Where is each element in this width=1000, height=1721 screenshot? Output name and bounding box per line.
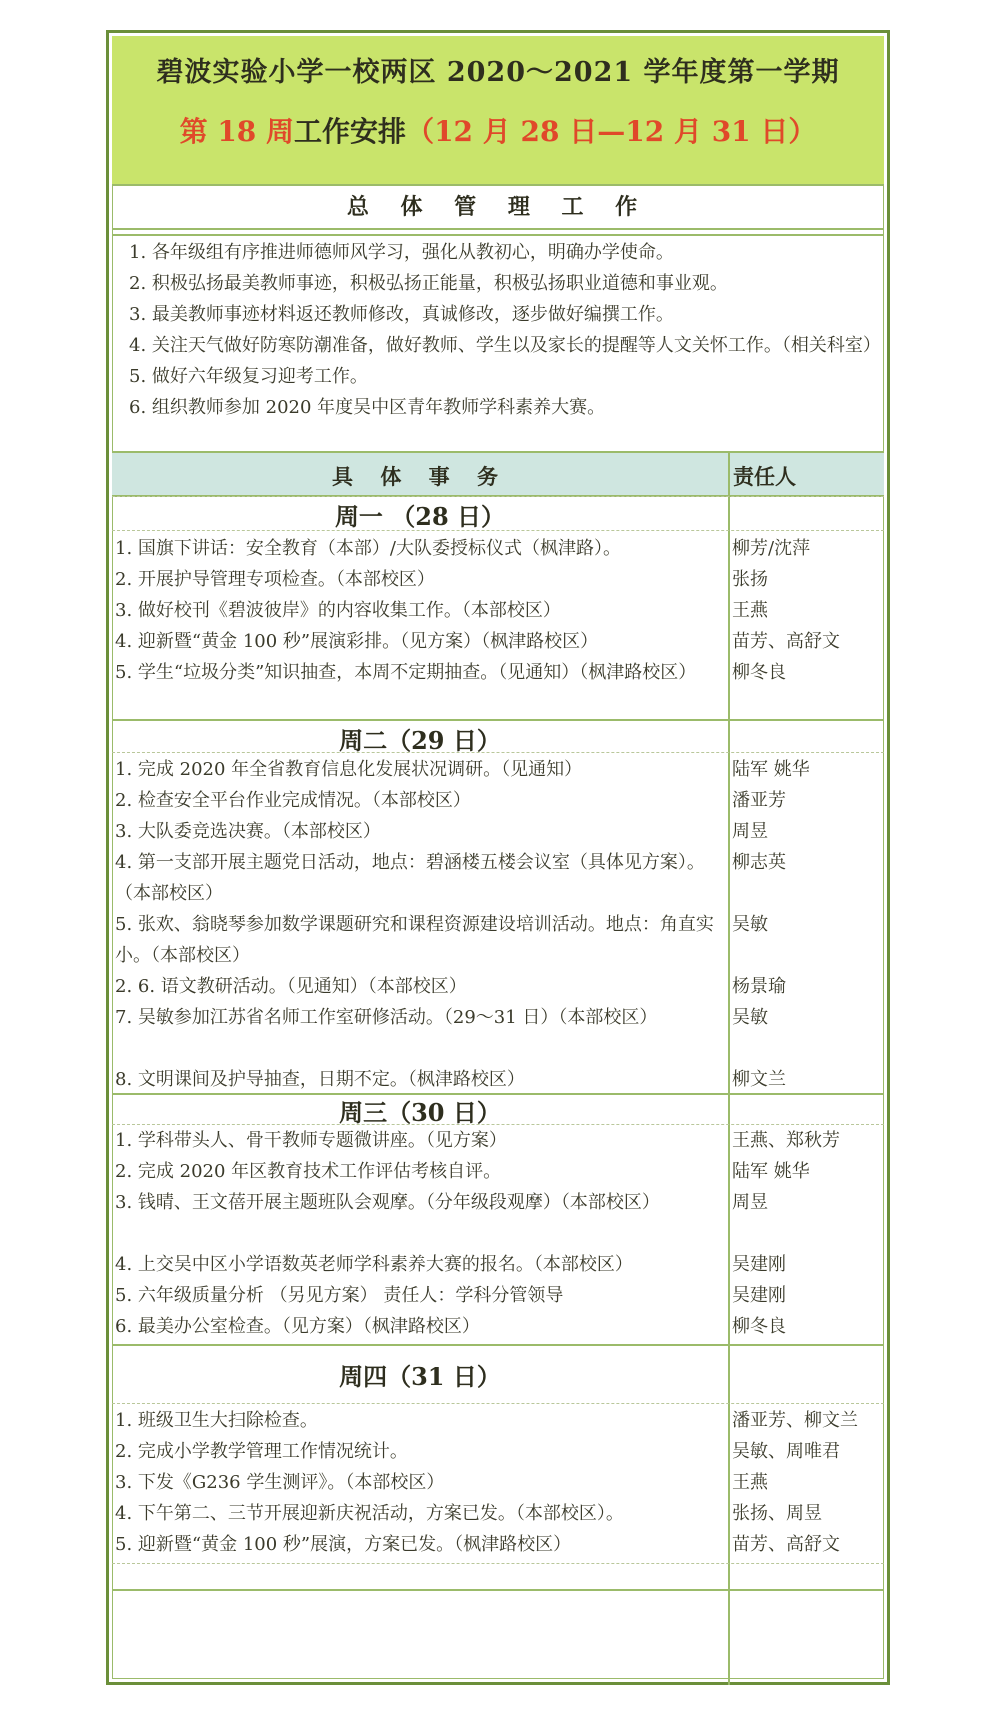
task-person: 王燕、郑秋芳: [732, 1130, 840, 1151]
task-person: 吴敏: [732, 1007, 768, 1028]
column-header-task: 具 体 事 务: [332, 464, 508, 489]
overall-item: 5. 做好六年级复习迎考工作。: [129, 366, 368, 387]
task-person: 苗芳、高舒文: [732, 631, 840, 652]
task-row: 1. 国旗下讲话：安全教育（本部）/大队委授标仪式（枫津路）。: [115, 538, 621, 559]
task-person: 柳芳/沈萍: [732, 538, 811, 559]
task-person: 潘亚芳、柳文兰: [732, 1410, 858, 1431]
divider: [112, 234, 884, 236]
task-person: 周昱: [732, 1192, 768, 1213]
plan-label: 工作安排: [294, 115, 407, 148]
task-person: 柳文兰: [732, 1069, 786, 1090]
row-divider: [112, 530, 884, 531]
row-divider: [112, 752, 884, 753]
divider: [112, 184, 884, 186]
task-person: 苗芳、高舒文: [732, 1534, 840, 1555]
schedule-title: 碧波实验小学一校两区 2020～2021 学年度第一学期: [156, 57, 840, 88]
column-header-person: 责任人: [733, 464, 796, 489]
overall-item: 1. 各年级组有序推进师德师风学习，强化从教初心，明确办学使命。: [129, 242, 674, 263]
task-row: 5. 学生“垃圾分类”知识抽查，本周不定期抽查。（见通知）（枫津路校区）: [115, 662, 697, 683]
row-divider: [112, 1563, 884, 1564]
task-row: 6. 最美办公室检查。（见方案）（枫津路校区）: [115, 1316, 480, 1337]
table-header: [112, 451, 884, 497]
task-person: 柳冬良: [732, 1316, 786, 1337]
day-heading-monday: 周一 （28 日）: [334, 502, 506, 531]
overall-list: [129, 237, 889, 423]
task-row: 1. 班级卫生大扫除检查。: [115, 1410, 318, 1431]
task-person: 王燕: [732, 1472, 768, 1493]
task-person: 陆军 姚华: [732, 1161, 810, 1182]
week-label: 第 18 周: [179, 115, 295, 148]
header-banner: [112, 36, 884, 184]
task-row: 3. 大队委竞选决赛。（本部校区）: [115, 821, 381, 842]
task-row: 4. 下午第二、三节开展迎新庆祝活动，方案已发。（本部校区）。: [115, 1503, 624, 1524]
date-range: （12 月 28 日—12 月 31 日）: [406, 115, 817, 148]
task-person: 吴建刚: [732, 1254, 786, 1275]
schedule-sheet: [106, 30, 890, 1685]
task-row: 3. 钱晴、王文蓓开展主题班队会观摩。（分年级段观摩）（本部校区）: [115, 1192, 660, 1213]
task-row: 2. 完成小学教学管理工作情况统计。: [115, 1441, 408, 1462]
task-row: 5. 迎新暨“黄金 100 秒”展演，方案已发。（枫津路校区）: [115, 1534, 572, 1555]
section-title-overall: 总 体 管 理 工 作: [346, 194, 650, 220]
overall-item: 3. 最美教师事迹材料返还教师修改，真诚修改，逐步做好编撰工作。: [129, 304, 674, 325]
task-row: 2. 完成 2020 年区教育技术工作评估考核自评。: [115, 1161, 502, 1182]
overall-item: 4. 关注天气做好防寒防潮准备，做好教师、学生以及家长的提醒等人文关怀工作。（相关科室）: [129, 335, 881, 356]
task-person: 陆军 姚华: [732, 759, 810, 780]
task-row: 2. 6. 语文教研活动。（见通知）（本部校区）: [115, 976, 467, 997]
task-row: 1. 完成 2020 年全省教育信息化发展状况调研。（见通知）: [115, 759, 583, 780]
day-heading-tuesday: 周二（29 日）: [339, 726, 501, 755]
task-person: 潘亚芳: [732, 790, 786, 811]
day-heading-wednesday: 周三（30 日）: [339, 1098, 501, 1127]
day-heading-thursday: 周四（31 日）: [339, 1362, 501, 1391]
task-row: 3. 做好校刊《碧波彼岸》的内容收集工作。（本部校区）: [115, 600, 561, 621]
week-heading: [112, 110, 884, 150]
task-person: 吴敏: [732, 914, 768, 935]
task-row: 7. 吴敏参加江苏省名师工作室研修活动。（29～31 日）（本部校区）: [115, 1007, 658, 1028]
column-divider: [728, 451, 730, 1685]
task-row: 4. 上交吴中区小学语数英老师学科素养大赛的报名。（本部校区）: [115, 1254, 633, 1275]
task-person: 周昱: [732, 821, 768, 842]
task-person: 吴建刚: [732, 1285, 786, 1306]
task-row: 5. 张欢、翁晓琴参加数学课题研究和课程资源建设培训活动。地点：角直实小。（本部校区）: [115, 914, 714, 966]
task-row: 2. 检查安全平台作业完成情况。（本部校区）: [115, 790, 471, 811]
task-row: 4. 迎新暨“黄金 100 秒”展演彩排。（见方案）（枫津路校区）: [115, 631, 599, 652]
overall-item: 2. 积极弘扬最美教师事迹，积极弘扬正能量，积极弘扬职业道德和事业观。: [129, 273, 728, 294]
task-row: 1. 学科带头人、骨干教师专题微讲座。（见方案）: [115, 1130, 507, 1151]
task-person: 吴敏、周唯君: [732, 1441, 840, 1462]
task-row: 2. 开展护导管理专项检查。（本部校区）: [115, 569, 435, 590]
task-row: 8. 文明课间及护导抽查，日期不定。（枫津路校区）: [115, 1069, 525, 1090]
divider: [112, 1589, 884, 1591]
task-person: 杨景瑜: [732, 976, 786, 997]
task-person: 王燕: [732, 600, 768, 621]
task-row: 4. 第一支部开展主题党日活动，地点：碧涵楼五楼会议室（具体见方案）。（本部校区）: [115, 852, 705, 904]
task-person: 柳志英: [732, 852, 786, 873]
task-person: 柳冬良: [732, 662, 786, 683]
task-row: 5. 六年级质量分析 （另见方案） 责任人：学科分管领导: [115, 1285, 564, 1306]
divider: [112, 228, 884, 230]
overall-item: 6. 组织教师参加 2020 年度吴中区青年教师学科素养大赛。: [129, 397, 606, 418]
task-person: 张扬: [732, 569, 768, 590]
row-divider: [112, 1403, 884, 1404]
task-person: 张扬、周昱: [732, 1503, 822, 1524]
divider: [112, 1344, 884, 1346]
task-row: 3. 下发《G236 学生测评》。（本部校区）: [115, 1472, 445, 1493]
